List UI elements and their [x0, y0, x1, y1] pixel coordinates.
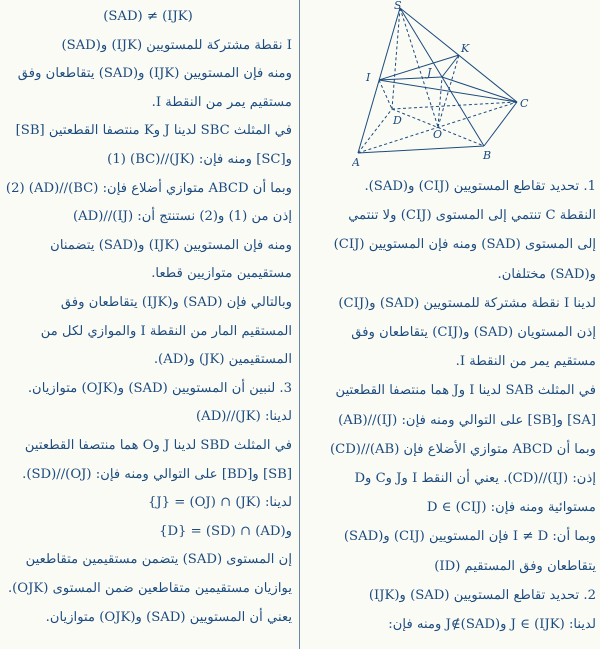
text-line: (SAD) ≠ (IJK) — [103, 9, 193, 24]
text-line: [SB] و[BD] على التوالي ومنه فإن: (OJ)//(SD). — [22, 466, 292, 482]
text-line: في المثلث SBD لدينا J وO هما منتصفا القطعتين — [24, 438, 292, 453]
text-line: [SA] و[SB] على التوالي ومنه فإن: (IJ)//(AB) — [338, 412, 596, 428]
text-line: ومنه فإن المستويين (IJK) و(SAD) يتقاطعان وفق — [17, 66, 292, 82]
segment-JK — [442, 55, 459, 77]
text-line: I نقطة مشتركة للمستويين (IJK) و(SAD) — [61, 37, 292, 53]
text-line: إذن: (IJ)//(CD). يعني أن النقط I وJ وC وD — [354, 471, 596, 486]
text-line: و[SC] ومنه فإن: (JK)//(BC) (1) — [107, 152, 292, 167]
text-line: لدينا I نقطة مشتركة للمستويين (SAD) و(CIJ) — [338, 295, 596, 311]
text-line: يوازيان مستقيمين متقاطعين ضمن المستوى (OJK). — [7, 581, 292, 596]
label-I: I — [366, 71, 371, 84]
text-line: إذن من (1) و(2) نستنتج أن: (IJ)//(AD) — [73, 209, 292, 225]
segment-ID — [379, 80, 392, 109]
text-line: مستقيم يمر من النقطة I. — [151, 94, 292, 110]
edge-BC — [484, 102, 517, 146]
text-line: لدينا: J ∈ (IJK) وJ∉(SAD) ومنه فإن: — [388, 617, 596, 632]
text-line: 3. لنبين أن المستويين (SAD) و(OJK) متوازيان. — [27, 380, 292, 396]
text-line: النقطة C تنتمي إلى المستوى (CIJ) ولا تنتمي — [348, 208, 596, 224]
text-line: و(SAD) مختلفان. — [497, 266, 596, 282]
text-line: لدينا: (JK)//(AD) — [196, 409, 292, 425]
label-B: B — [483, 149, 492, 162]
segment-IC — [379, 80, 517, 102]
text-line: مستقيم يمر من النقطة I. — [455, 354, 596, 370]
text-line: ومنه فإن المستويين (IJK) و(SAD) يتضمنان — [50, 237, 292, 253]
text-line: وبالتالي فإن (SAD) و(IJK) يتقاطعان وفق — [60, 295, 292, 310]
text-line: إذن المستويان (SAD) و(CIJ) يتقاطعان وفق — [351, 325, 596, 340]
text-line: إن المستوى (SAD) يتضمن مستقيمين متقاطعين — [25, 552, 292, 568]
text-line: لدينا: (JK) ∩ (OJ) = {J} — [147, 495, 292, 511]
label-J: J — [427, 66, 432, 79]
text-line: يتقاطعان وفق المستقيم (ID) — [434, 558, 596, 574]
column-divider — [299, 0, 300, 649]
figure-pyramid — [352, 0, 542, 170]
edge-AB — [358, 146, 484, 153]
text-line: إلى المستوى (SAD) ومنه فإن المستويين (CIJ) — [333, 237, 596, 253]
edge-DC — [392, 102, 517, 109]
text-line: المستقيمين (JK) و(AD). — [153, 352, 292, 368]
text-line: مستقيمين متوازيين قطعا. — [151, 266, 292, 282]
label-D: D — [393, 114, 402, 127]
segment-JC — [442, 77, 517, 102]
pyramid-diagram — [352, 0, 542, 170]
text-line: 1. تحديد تقاطع المستويين (CIJ) و(SAD). — [364, 179, 596, 194]
text-line: في المثلث SAB لدينا I وJ هما منتصفا القطعتين — [335, 383, 596, 399]
text-line: و(AD) ∩ (SD) = {D} — [159, 523, 292, 539]
text-line: يعني أن المستويين (SAD) و(OJK) متوازيان. — [45, 609, 292, 625]
text-line: 2. تحديد تقاطع المستويين (SAD) و(IJK) — [368, 587, 596, 603]
text-line: المستقيم المار من النقطة I والموازي لكل من — [40, 323, 292, 339]
label-O: O — [433, 128, 443, 141]
text-line: مستوائية ومنه فإن: D ∈ (CIJ) — [426, 500, 596, 516]
label-K: K — [461, 42, 470, 55]
text-line: وبما أن: I ≠ D فإن المستويين (CIJ) و(SAD) — [343, 529, 596, 545]
segment-SO — [400, 8, 438, 127]
label-C: C — [520, 97, 529, 110]
label-A: A — [352, 156, 360, 169]
edge-AD — [358, 109, 392, 153]
text-line: في المثلث SBC لدينا J وK منتصفا القطعتين [SB] — [15, 123, 292, 139]
label-S: S — [394, 0, 402, 12]
text-line: وبما أن ABCD متوازي أضلاع فإن: (BC)//(AD) (2) — [5, 180, 292, 196]
text-line: وبما أن ABCD متوازي الأضلاع فإن (AB)//(CD) — [329, 441, 596, 457]
